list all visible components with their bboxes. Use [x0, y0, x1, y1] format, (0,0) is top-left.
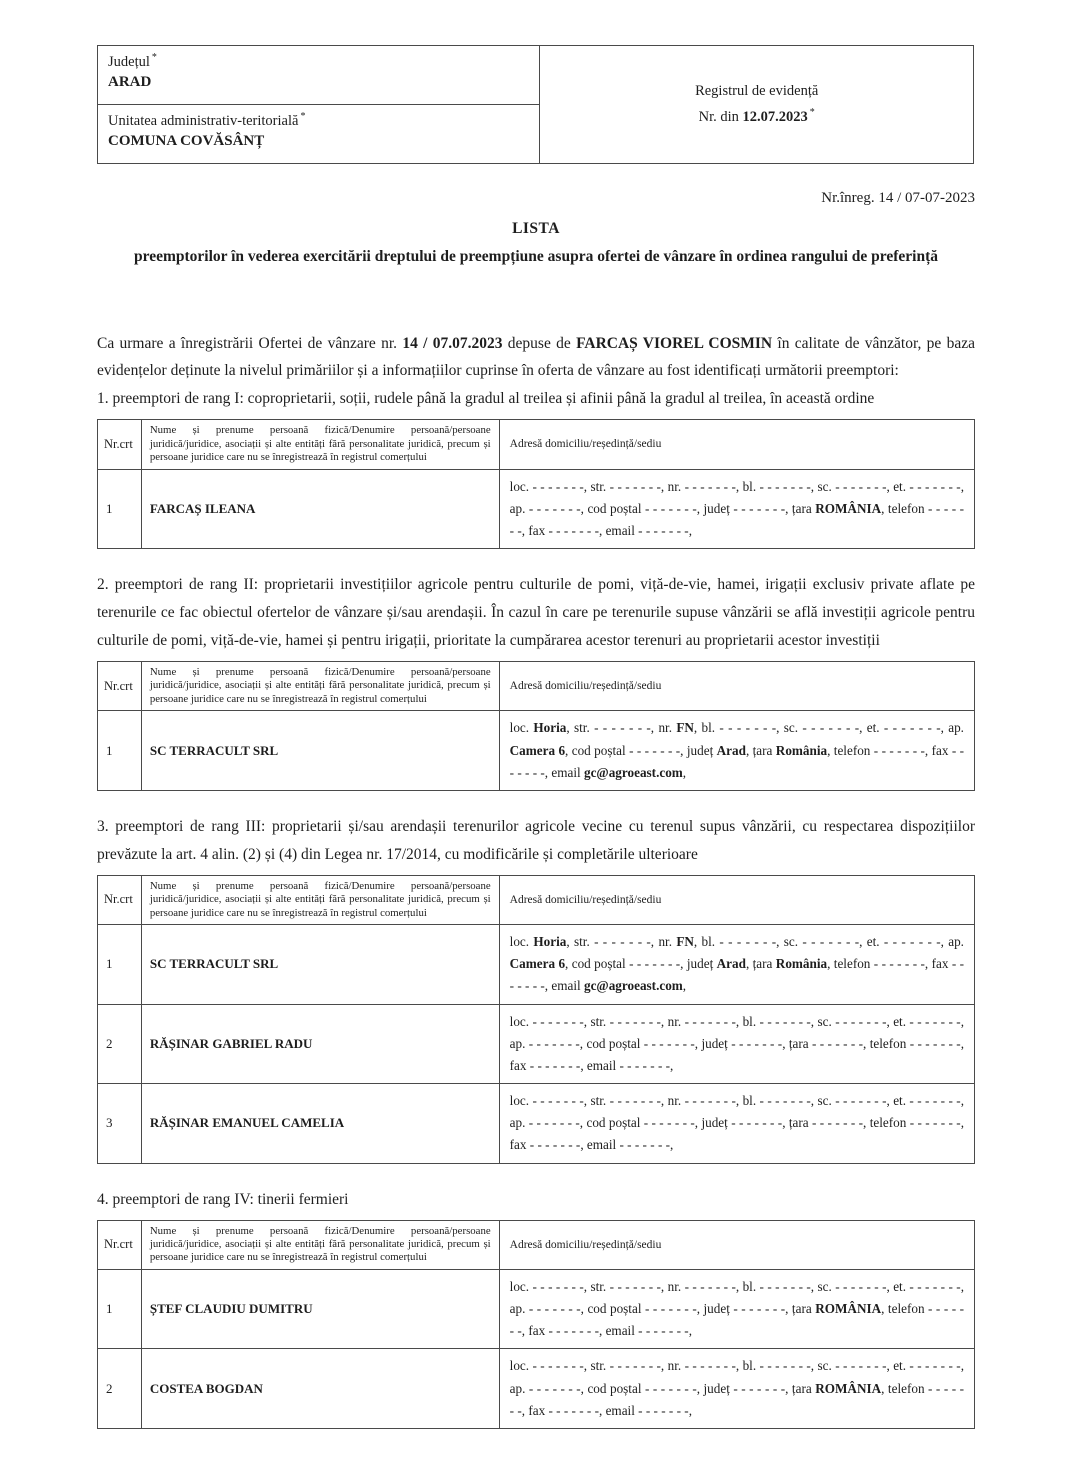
table-row [98, 925, 975, 1005]
preemptor-address: loc. - - - - - - -, str. - - - - - - -, nr. - - - - - - -, bl. - - - - - - -, sc. - - - - - - -, et. - - - - - - -, ap. - - - - - - -, cod poștal - - - - - - -, județ - - - - - - -, țara ROMÂNIA, telefon - - - - - - -, fax - - - - - - -, email - - - - - - -, [499, 1349, 974, 1429]
county-label-line [108, 52, 529, 71]
preemptor-name: RĂȘINAR GABRIEL RADU [141, 1004, 499, 1084]
required-asterisk: * [809, 107, 815, 119]
preemptors-table-rank-1 [97, 419, 975, 549]
preemptor-name: RĂȘINAR EMANUEL CAMELIA [141, 1084, 499, 1164]
row-number: 1 [98, 469, 142, 549]
uat-cell [97, 104, 540, 164]
table-header-row [98, 661, 975, 710]
preemptor-address: loc. - - - - - - -, str. - - - - - - -, nr. - - - - - - -, bl. - - - - - - -, sc. - - - - - - -, et. - - - - - - -, ap. - - - - - - -, cod poștal - - - - - - -, județ - - - - - - -, țara ROMÂNIA, telefon - - - - - - -, fax - - - - - - -, email - - - - - - -, [499, 1269, 974, 1349]
col-header-name: Nume și prenume persoană fizică/Denumire persoană/persoane juridică/juridice, asociații și alte entități fără personalitate juridică, precum și persoane juridice care nu se înregistrează în registrul comerțului [141, 875, 499, 924]
registry-title: Registrul de evidență [695, 82, 819, 99]
preemptor-name: ȘTEF CLAUDIU DUMITRU [141, 1269, 499, 1349]
col-header-address: Adresă domiciliu/reședință/sediu [499, 1220, 974, 1269]
preemptors-table-rank-3 [97, 875, 975, 1164]
intro-paragraph: Ca urmare a înregistrării Ofertei de vânzare nr. 14 / 07.07.2023 depuse de FARCAȘ VIOREL COSMIN în calitate de vânzător, pe baza evidențelor deținute la nivelul primăriilor și a informațiilor cuprinse în oferta de vânzare au fost identificați următorii preemptori: [97, 334, 975, 380]
table-header-row [98, 1220, 975, 1269]
row-number: 1 [98, 1269, 142, 1349]
col-header-address: Adresă domiciliu/reședință/sediu [499, 875, 974, 924]
preemptor-address: loc. Horia, str. - - - - - - -, nr. FN, bl. - - - - - - -, sc. - - - - - - -, et. - - - - - - -, ap. Camera 6, cod poștal - - - - - - -, județ Arad, țara România, telefon - - - - - - -, fax - - - - - - -, email gc@agroeast.com, [499, 711, 974, 791]
table-header-row [98, 875, 975, 924]
county-label: Județul [108, 53, 150, 70]
col-header-nr: Nr.crt [98, 420, 142, 469]
uat-label-line [108, 111, 529, 130]
preemptor-name: SC TERRACULT SRL [141, 711, 499, 791]
uat-value: COMUNA COVĂSÂNȚ [108, 132, 265, 149]
registry-number-line [699, 104, 815, 130]
header-left-column [97, 45, 540, 164]
col-header-name: Nume și prenume persoană fizică/Denumire persoană/persoane juridică/juridice, asociații și alte entități fără personalitate juridică, precum și persoane juridice care nu se înregistrează în registrul comerțului [141, 420, 499, 469]
registration-number: Nr.înreg. 14 / 07-07-2023 [821, 190, 975, 206]
section-4-heading: 4. preemptori de rang IV: tinerii fermieri [97, 1190, 349, 1208]
preemptor-address: loc. - - - - - - -, str. - - - - - - -, nr. - - - - - - -, bl. - - - - - - -, sc. - - - - - - -, et. - - - - - - -, ap. - - - - - - -, cod poștal - - - - - - -, județ - - - - - - -, țara ROMÂNIA, telefon - - - - - - -, fax - - - - - - -, email - - - - - - -, [499, 469, 974, 549]
table-header-row [98, 420, 975, 469]
county-value: ARAD [108, 73, 152, 90]
required-asterisk: * [151, 52, 157, 63]
preemptor-address: loc. - - - - - - -, str. - - - - - - -, nr. - - - - - - -, bl. - - - - - - -, sc. - - - - - - -, et. - - - - - - -, ap. - - - - - - -, cod poștal - - - - - - -, județ - - - - - - -, țara - - - - - - -, telefon - - - - - - -, fax - - - - - - -, email - - - - - - -, [499, 1084, 974, 1164]
table-row [98, 1269, 975, 1349]
table-row [98, 1349, 975, 1429]
uat-label: Unitatea administrativ-teritorială [108, 112, 299, 129]
table-row [98, 469, 975, 549]
county-cell [97, 45, 540, 105]
document-subtitle: preemptorilor în vederea exercitării dreptului de preempțiune asupra ofertei de vânzare în ordinea rangului de preferință [133, 247, 939, 265]
required-asterisk: * [300, 111, 306, 122]
registry-cell [539, 45, 974, 164]
preemptor-name: COSTEA BOGDAN [141, 1349, 499, 1429]
preemptors-table-rank-4 [97, 1220, 975, 1429]
row-number: 1 [98, 711, 142, 791]
preemptor-name: FARCAȘ ILEANA [141, 469, 499, 549]
col-header-address: Adresă domiciliu/reședință/sediu [499, 420, 974, 469]
section-2-heading: 2. preemptori de rang II: proprietarii investițiilor agricole pentru culturile de pomi, viță-de-vie, hamei, irigații exclusiv private aflate pe terenurile ce fac obiectul ofertelor de vânzare și/sau arendașii. În cazul în care pe terenurile supuse vânzării se află investiții agricole pentru culturile de pomi, viță-de-vie, hamei și pentru irigații, prioritate la cumpărarea acestor terenuri au proprietarii acestor investiții [97, 576, 975, 649]
row-number: 3 [98, 1084, 142, 1164]
table-row [98, 711, 975, 791]
col-header-nr: Nr.crt [98, 1220, 142, 1269]
col-header-name: Nume și prenume persoană fizică/Denumire persoană/persoane juridică/juridice, asociații și alte entități fără personalitate juridică, precum și persoane juridice care nu se înregistrează în registrul comerțului [141, 1220, 499, 1269]
col-header-name: Nume și prenume persoană fizică/Denumire persoană/persoane juridică/juridice, asociații și alte entități fără personalitate juridică, precum și persoane juridice care nu se înregistrează în registrul comerțului [141, 661, 499, 710]
document-title: LISTA [512, 220, 560, 237]
col-header-nr: Nr.crt [98, 661, 142, 710]
col-header-address: Adresă domiciliu/reședință/sediu [499, 661, 974, 710]
row-number: 2 [98, 1349, 142, 1429]
table-row [98, 1004, 975, 1084]
registry-number-prefix: Nr. din [698, 108, 743, 125]
preemptors-table-rank-2 [97, 661, 975, 791]
preemptor-address: loc. Horia, str. - - - - - - -, nr. FN, bl. - - - - - - -, sc. - - - - - - -, et. - - - - - - -, ap. Camera 6, cod poștal - - - - - - -, județ Arad, țara România, telefon - - - - - - -, fax - - - - - - -, email gc@agroeast.com, [499, 925, 974, 1005]
preemptor-address: loc. - - - - - - -, str. - - - - - - -, nr. - - - - - - -, bl. - - - - - - -, sc. - - - - - - -, et. - - - - - - -, ap. - - - - - - -, cod poștal - - - - - - -, județ - - - - - - -, țara - - - - - - -, telefon - - - - - - -, fax - - - - - - -, email - - - - - - -, [499, 1004, 974, 1084]
section-3-heading: 3. preemptori de rang III: proprietarii și/sau arendașii terenurilor agricole vecine cu terenul supus vânzării, cu respectarea dispozițiilor prevăzute la art. 4 alin. (2) și (4) din Legea nr. 17/2014, cu modificările și completările ulterioare [97, 817, 975, 863]
row-number: 2 [98, 1004, 142, 1084]
header-box [97, 45, 975, 164]
registry-date: 12.07.2023 [742, 108, 808, 125]
table-row [98, 1084, 975, 1164]
row-number: 1 [98, 925, 142, 1005]
section-1-heading: 1. preemptori de rang I: coproprietarii, soții, rudele până la gradul al treilea și afinii până la gradul al treilea, în această ordine [97, 390, 875, 408]
col-header-nr: Nr.crt [98, 875, 142, 924]
preemptor-name: SC TERRACULT SRL [141, 925, 499, 1005]
